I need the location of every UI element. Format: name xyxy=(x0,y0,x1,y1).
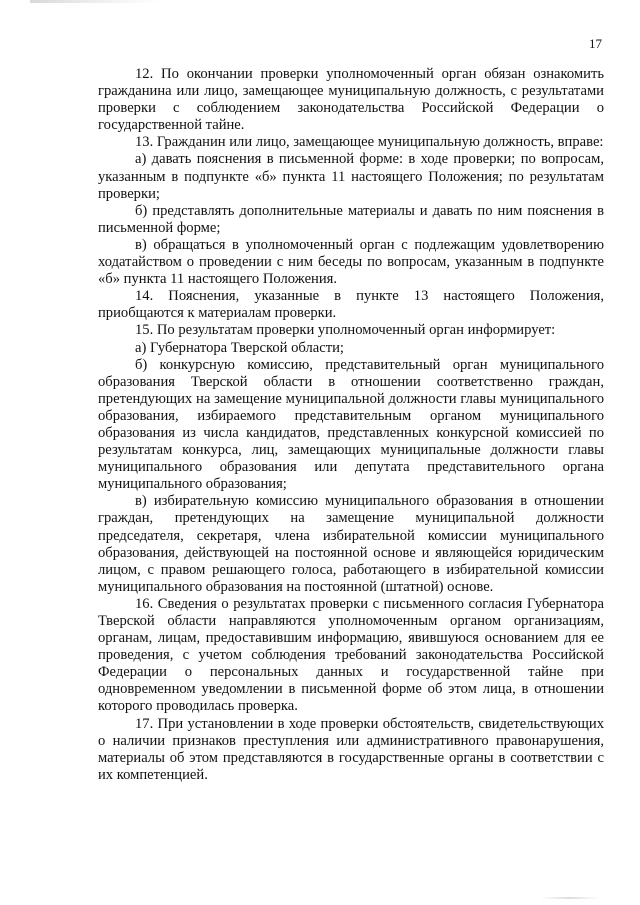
paragraph-16: 16. Сведения о результатах проверки с письменного согласия Губернатора Тверской области направляются уполномоченным органом организациям, органам, лицам, предоставившим информацию, явившуюся основанием для ее проведения, с учетом соблюдения требований законодательства Российской Федерации о персональных данных и государственной тайне при одновременном уведомлении в письменной форме об этом лица, в отношении которого проводилась проверка. xyxy=(98,595,604,715)
paragraph-15b: б) конкурсную комиссию, представительный орган муниципального образования Тверской области в отношении соответственно граждан, претендующих на замещение муниципальной должности главы муниципального образования, избираемого представительным органом муниципального образования из числа кандидатов, представленных конкурсной комиссией по результатам конкурса, лиц, замещающих муниципальные должности главы муниципального образования или депутата представительного органа муниципального образования; xyxy=(98,356,604,493)
paragraph-17: 17. При установлении в ходе проверки обстоятельств, свидетельствующих о наличии признаков преступления или административного правонарушения, материалы об этом представляются в государственные органы в соответствии с их компетенцией. xyxy=(98,715,604,783)
paragraph-12: 12. По окончании проверки уполномоченный орган обязан ознакомить гражданина или лицо, замещающее муниципальную должность, с результатами проверки с соблюдением законодательства Российской Федерации о государственной тайне. xyxy=(98,66,604,134)
page-number: 17 xyxy=(589,36,602,51)
document-body xyxy=(98,66,604,784)
paragraph-14: 14. Пояснения, указанные в пункте 13 настоящего Положения, приобщаются к материалам проверки. xyxy=(98,288,604,322)
paragraph-15a: а) Губернатора Тверской области; xyxy=(135,339,344,356)
paragraph-13c: в) обращаться в уполномоченный орган с подлежащим удовлетворению ходатайством о проведении с ним беседы по вопросам, указанным в подпункте «б» пункта 11 настоящего Положения. xyxy=(98,236,604,288)
paragraph-15c: в) избирательную комиссию муниципального образования в отношении граждан, претендующих на замещение муниципальной должности председателя, секретаря, члена избирательной комиссии муниципального образования, действующей на постоянной основе и являющейся юридическим лицом, с правом решающего голоса, работающего в избирательной комиссии муниципального образования на постоянной (штатной) основе. xyxy=(98,493,604,595)
paragraph-15: 15. По результатам проверки уполномоченный орган информирует: xyxy=(135,322,556,339)
paragraph-13a: а) давать пояснения в письменной форме: в ходе проверки; по вопросам, указанным в подпункте «б» пункта 11 настоящего Положения; по результатам проверки; xyxy=(98,151,604,202)
paragraph-13: 13. Гражданин или лицо, замещающее муниципальную должность, вправе: xyxy=(135,134,604,151)
paragraph-13b: б) представлять дополнительные материалы и давать по ним пояснения в письменной форме; xyxy=(98,202,604,236)
scan-mark-top xyxy=(30,0,160,3)
scan-mark-bottom xyxy=(540,897,600,899)
